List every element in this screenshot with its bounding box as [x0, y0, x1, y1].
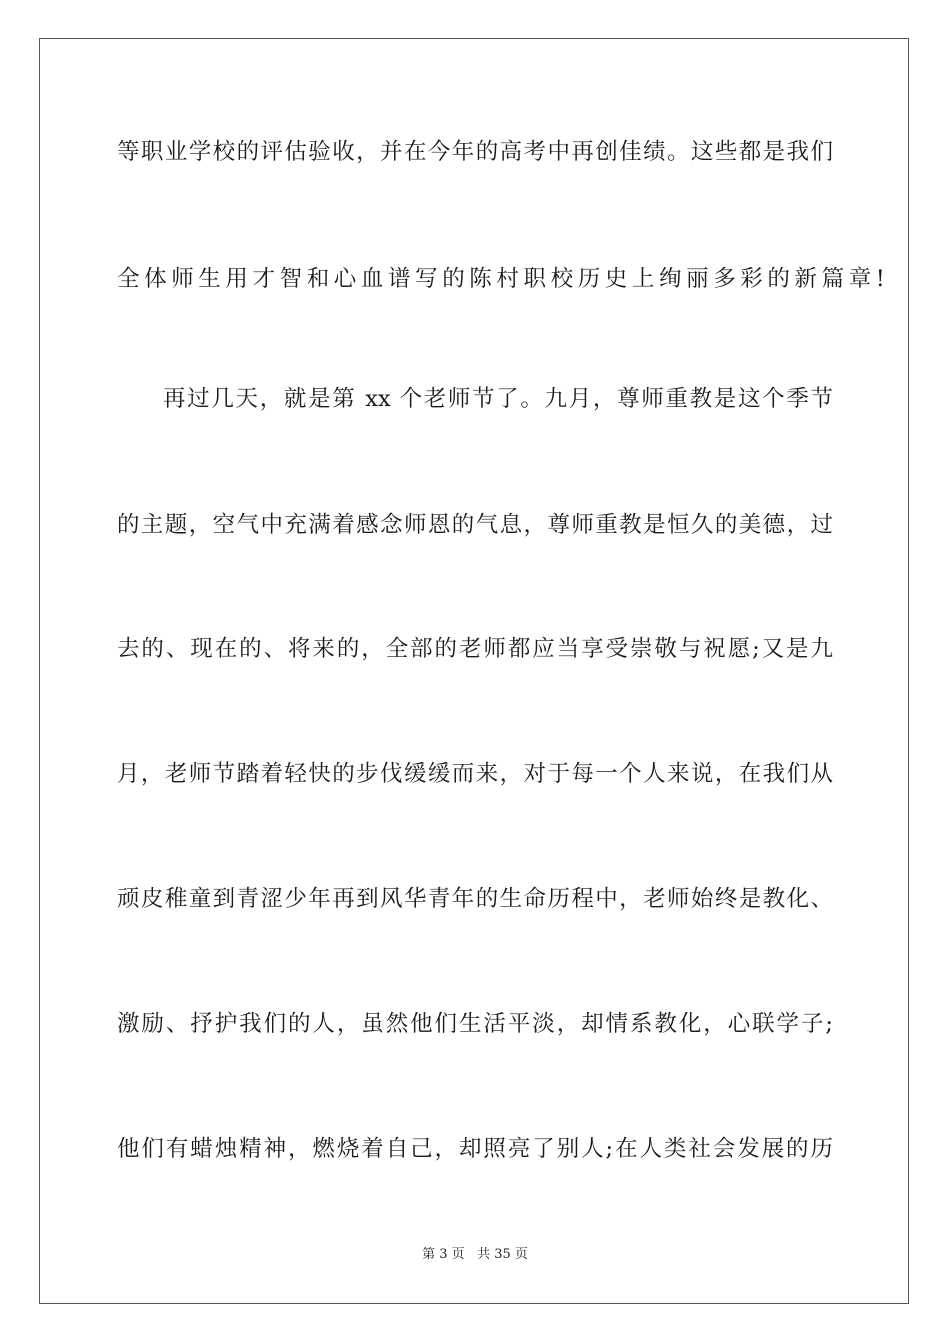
text-line-2: 全体师生用才智和心血谱写的陈村职校历史上绚丽多彩的新篇章! — [117, 266, 890, 292]
text-line-1: 等职业学校的评估验收，并在今年的高考中再创佳绩。这些都是我们 — [117, 139, 833, 165]
page-border — [39, 38, 909, 1304]
text-line-9: 他们有蜡烛精神，燃烧着自己，却照亮了别人;在人类社会发展的历 — [117, 1136, 833, 1162]
page-number: 第 3 页 — [422, 1247, 465, 1262]
text-line-3: 再过几天，就是第 xx 个老师节了。九月，尊师重教是这个季节 — [163, 386, 833, 412]
page-footer — [0, 1246, 950, 1264]
text-line-7: 顽皮稚童到青涩少年再到风华青年的生命历程中，老师始终是教化、 — [117, 886, 833, 912]
text-line-8: 激励、抒护我们的人，虽然他们生活平淡，却情系教化，心联学子; — [117, 1011, 833, 1037]
text-line-5: 去的、现在的、将来的，全部的老师都应当享受崇敬与祝愿;又是九 — [117, 636, 833, 662]
text-line-4: 的主题，空气中充满着感念师恩的气息，尊师重教是恒久的美德，过 — [117, 512, 833, 538]
page-total: 共 35 页 — [477, 1247, 528, 1262]
text-line-6: 月，老师节踏着轻快的步伐缓缓而来，对于每一个人来说，在我们从 — [117, 761, 833, 787]
